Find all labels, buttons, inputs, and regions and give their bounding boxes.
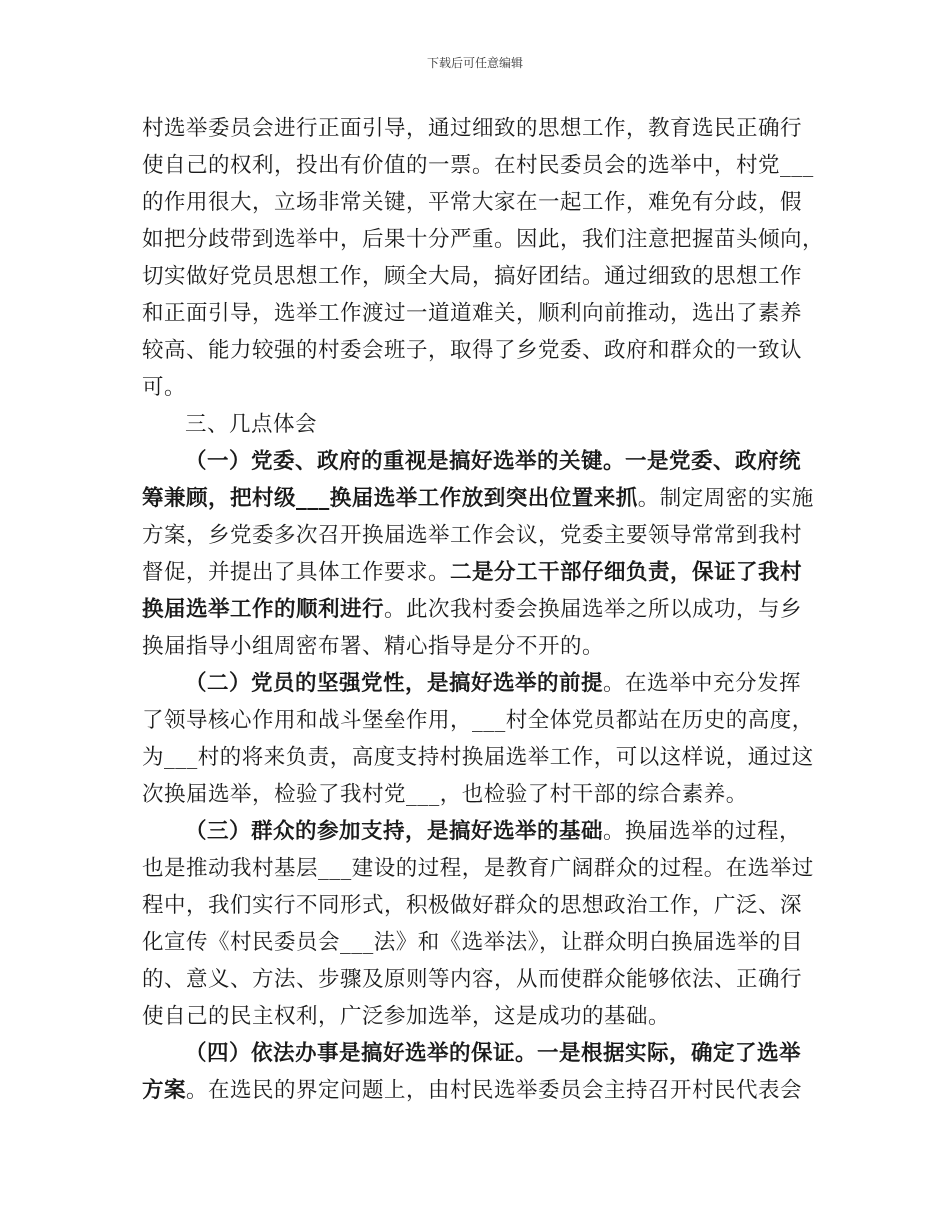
body-text: 使自己的民主权利，广泛参加选举，这是成功的基础。 [142, 1004, 671, 1029]
text-line [142, 776, 822, 813]
text-line [142, 480, 822, 517]
bold-text: （一）党委、政府的重视是搞好选举的关键。一是党委、政府统 [185, 449, 802, 474]
body-text: 次换届选举，检验了我村党___，也检验了村干部的综合素养。 [142, 782, 748, 807]
bold-text: （二）党员的坚强党性，是搞好选举的前提 [185, 671, 604, 696]
bold-text: 换届选举工作的顺利进行 [142, 597, 385, 622]
bold-text: （三）群众的参加支持，是搞好选举的基础 [185, 819, 604, 844]
text-line [142, 887, 822, 924]
body-text: 较高、能力较强的村委会班子，取得了乡党委、政府和群众的一致认 [142, 338, 803, 363]
body-text: 的作用很大，立场非常关键，平常大家在一起工作，难免有分歧，假 [142, 190, 803, 215]
text-line [142, 591, 822, 628]
document-body [142, 110, 825, 1109]
body-text: 切实做好党员思想工作，顾全大局，搞好团结。通过细致的思想工作 [142, 264, 803, 289]
body-text: 村选举委员会进行正面引导，通过细致的思想工作，教育选民正确行 [142, 116, 803, 141]
text-line [142, 258, 822, 295]
body-text: 。制定周密的实施 [637, 486, 814, 511]
body-text: 督促，并提出了具体工作要求。 [142, 560, 451, 585]
text-line [142, 702, 822, 739]
bold-text: 方案 [142, 1078, 187, 1103]
text-line [142, 1072, 822, 1109]
text-line [142, 998, 822, 1035]
text-line [142, 961, 822, 998]
page-header: 下载后可任意编辑 [426, 56, 523, 70]
body-text: 的、意义、方法、步骤及原则等内容，从而使群众能够依法、正确行 [142, 967, 803, 992]
text-line [142, 221, 825, 258]
text-line [142, 110, 822, 147]
body-text: 和正面引导，选举工作渡过一道道难关，顺利向前推动，选出了素养 [142, 301, 803, 326]
text-line [142, 1035, 822, 1072]
body-text: 三、几点体会 [185, 412, 318, 437]
text-line [142, 813, 822, 850]
text-line [142, 739, 822, 776]
body-text: 方案，乡党委多次召开换届选举工作会议，党委主要领导常常到我村 [142, 523, 803, 548]
bold-text: 筹兼顾，把村级___换届选举工作放到突出位置来抓 [142, 486, 638, 511]
body-text: 。换届选举的过程， [603, 819, 802, 844]
body-text: 。此次我村委会换届选举之所以成功，与乡 [384, 597, 803, 622]
text-line [142, 147, 822, 184]
text-line [142, 184, 822, 221]
body-text: 程中，我们实行不同形式，积极做好群众的思想政治工作，广泛、深 [142, 893, 803, 918]
text-line [142, 924, 822, 961]
body-text: 。在选民的界定问题上，由村民选举委员会主持召开村民代表会 [186, 1078, 803, 1103]
text-line [142, 665, 822, 702]
body-text: 了领导核心作用和战斗堡垒作用，___村全体党员都站在历史的高度， [142, 708, 814, 733]
body-text: 为___村的将来负责，高度支持村换届选举工作，可以这样说，通过这 [142, 745, 814, 770]
body-text: 使自己的权利，投出有价值的一票。在村民委员会的选举中，村党___ [142, 153, 814, 178]
text-line [142, 517, 822, 554]
text-line [142, 554, 822, 591]
text-line [142, 295, 822, 332]
bold-text: （四）依法办事是搞好选举的保证。一是根据实际，确定了选举 [185, 1041, 802, 1066]
bold-text: 二是分工干部仔细负责，保证了我村 [450, 560, 803, 585]
body-text: 化宣传《村民委员会___法》和《选举法》，让群众明白换届选举的目 [142, 930, 804, 955]
text-line [142, 369, 822, 406]
body-text: 也是推动我村基层___建设的过程，是教育广阔群众的过程。在选举过 [142, 856, 814, 881]
text-line [142, 443, 822, 480]
body-text: 。在选举中充分发挥 [603, 671, 802, 696]
text-line [142, 850, 822, 887]
body-text: 如把分歧带到选举中，后果十分严重。因此，我们注意把握苗头倾向， [142, 227, 825, 252]
text-line [142, 406, 822, 443]
body-text: 可。 [142, 375, 187, 400]
text-line [142, 332, 822, 369]
body-text: 换届指导小组周密布署、精心指导是分不开的。 [142, 634, 605, 659]
text-line [142, 628, 822, 665]
